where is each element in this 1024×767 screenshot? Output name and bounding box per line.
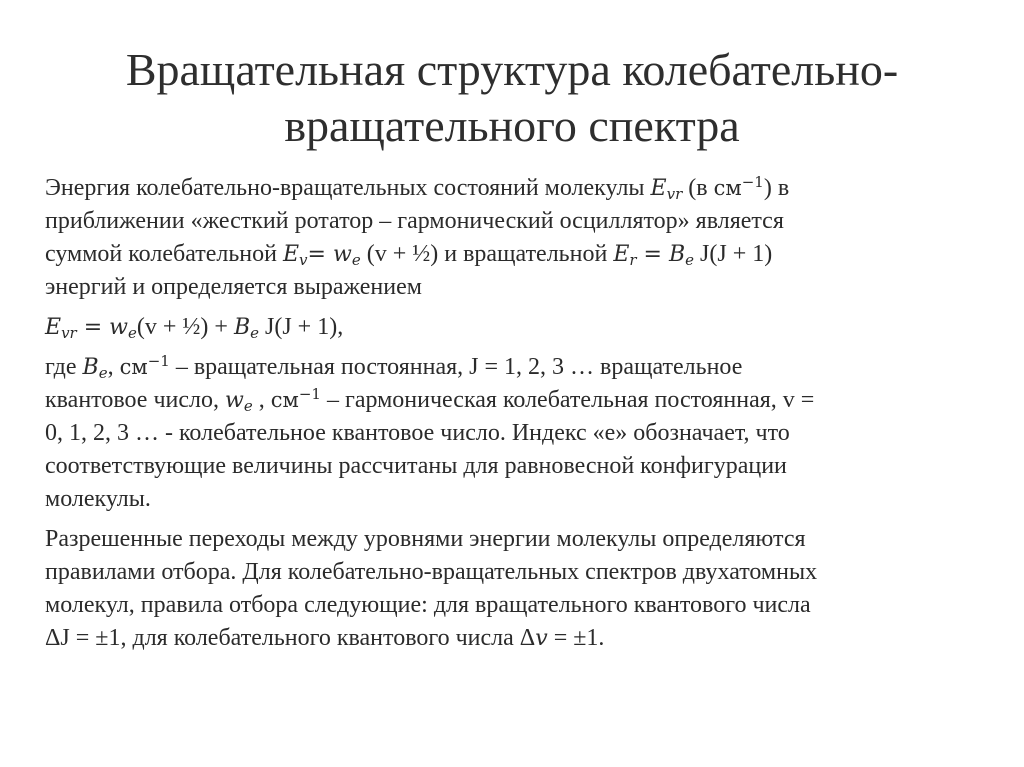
text: (в (682, 175, 714, 201)
slide-body (45, 172, 995, 662)
equals-sign: = (636, 242, 669, 267)
text-line: соответствующие величины рассчитаны для равновесной конфигурации (45, 453, 787, 479)
unit-cm-inverse: $см^{-1}$ (270, 385, 321, 412)
text-line: молекул, правила отбора следующие: для вращательного квантового числа (45, 592, 811, 618)
text: J(J + 1) (694, 241, 773, 267)
paragraph-energy-definition (45, 172, 995, 304)
unit-cm-inverse: $см^{-1}$ (119, 352, 170, 379)
symbol-w-e: $w_e$ (225, 388, 253, 415)
title-line-2: вращательного спектра (284, 100, 740, 151)
equals-sign: = (307, 242, 333, 267)
text: ΔJ = ±1, для колебательного квантового числа Δ (45, 625, 536, 651)
unit-cm-inverse: $см^{-1}$ (713, 173, 764, 200)
symbol-E-vr: $E_{vr}$ (650, 176, 683, 203)
text: где (45, 354, 83, 380)
text: (v + ½) + (136, 314, 234, 340)
text-line (45, 172, 995, 205)
paragraph-selection-rules (45, 523, 995, 655)
text: – вращательная постоянная, J = 1, 2, 3 … вращательное (169, 354, 743, 380)
text: , (107, 354, 120, 380)
symbol-E-vr: $E_{vr}$ (45, 315, 77, 342)
text: , (252, 387, 271, 413)
slide-title (0, 42, 1024, 154)
text: (v + ½) и вращательной (360, 241, 614, 267)
text-line: молекулы. (45, 486, 151, 512)
text-line: приближении «жесткий ротатор – гармонический осциллятор» является (45, 208, 784, 234)
text-line: энергий и определяется выражением (45, 274, 422, 300)
symbol-v: v (535, 626, 548, 651)
text: квантовое число, (45, 387, 225, 413)
symbol-B-e: $B_e$ (82, 355, 108, 382)
symbol-E-r: $E_r$ (613, 242, 637, 269)
paragraph-constants (45, 351, 995, 516)
text-line (45, 351, 995, 384)
equals-sign: = (76, 315, 110, 340)
text: ) в (763, 175, 790, 201)
title-line-1: Вращательная структура колебательно- (125, 44, 899, 95)
text: суммой колебательной (45, 241, 283, 267)
symbol-w-e: $w_e$ (109, 315, 137, 342)
text-line (45, 238, 995, 271)
formula-line (45, 311, 995, 344)
symbol-B-e: $B_e$ (668, 242, 695, 269)
symbol-E-v: $E_v$ (282, 242, 308, 269)
text: J(J + 1), (259, 314, 344, 340)
text-line: правилами отбора. Для колебательно-вращательных спектров двухатомных (45, 559, 818, 585)
symbol-B-e: $B_e$ (233, 315, 259, 342)
text-line (45, 622, 995, 655)
text-line: Разрешенные переходы между уровнями энергии молекулы определяются (45, 526, 806, 552)
text-line: 0, 1, 2, 3 … - колебательное квантовое число. Индекс «е» обозначает, что (45, 420, 790, 446)
text-line (45, 384, 995, 417)
symbol-w-e: $w_e$ (332, 242, 361, 269)
text: – гармоническая колебательная постоянная, v = (320, 387, 815, 413)
text: = ±1. (547, 625, 605, 651)
text: Энергия колебательно-вращательных состояний молекулы (45, 175, 651, 201)
formula (45, 311, 995, 344)
